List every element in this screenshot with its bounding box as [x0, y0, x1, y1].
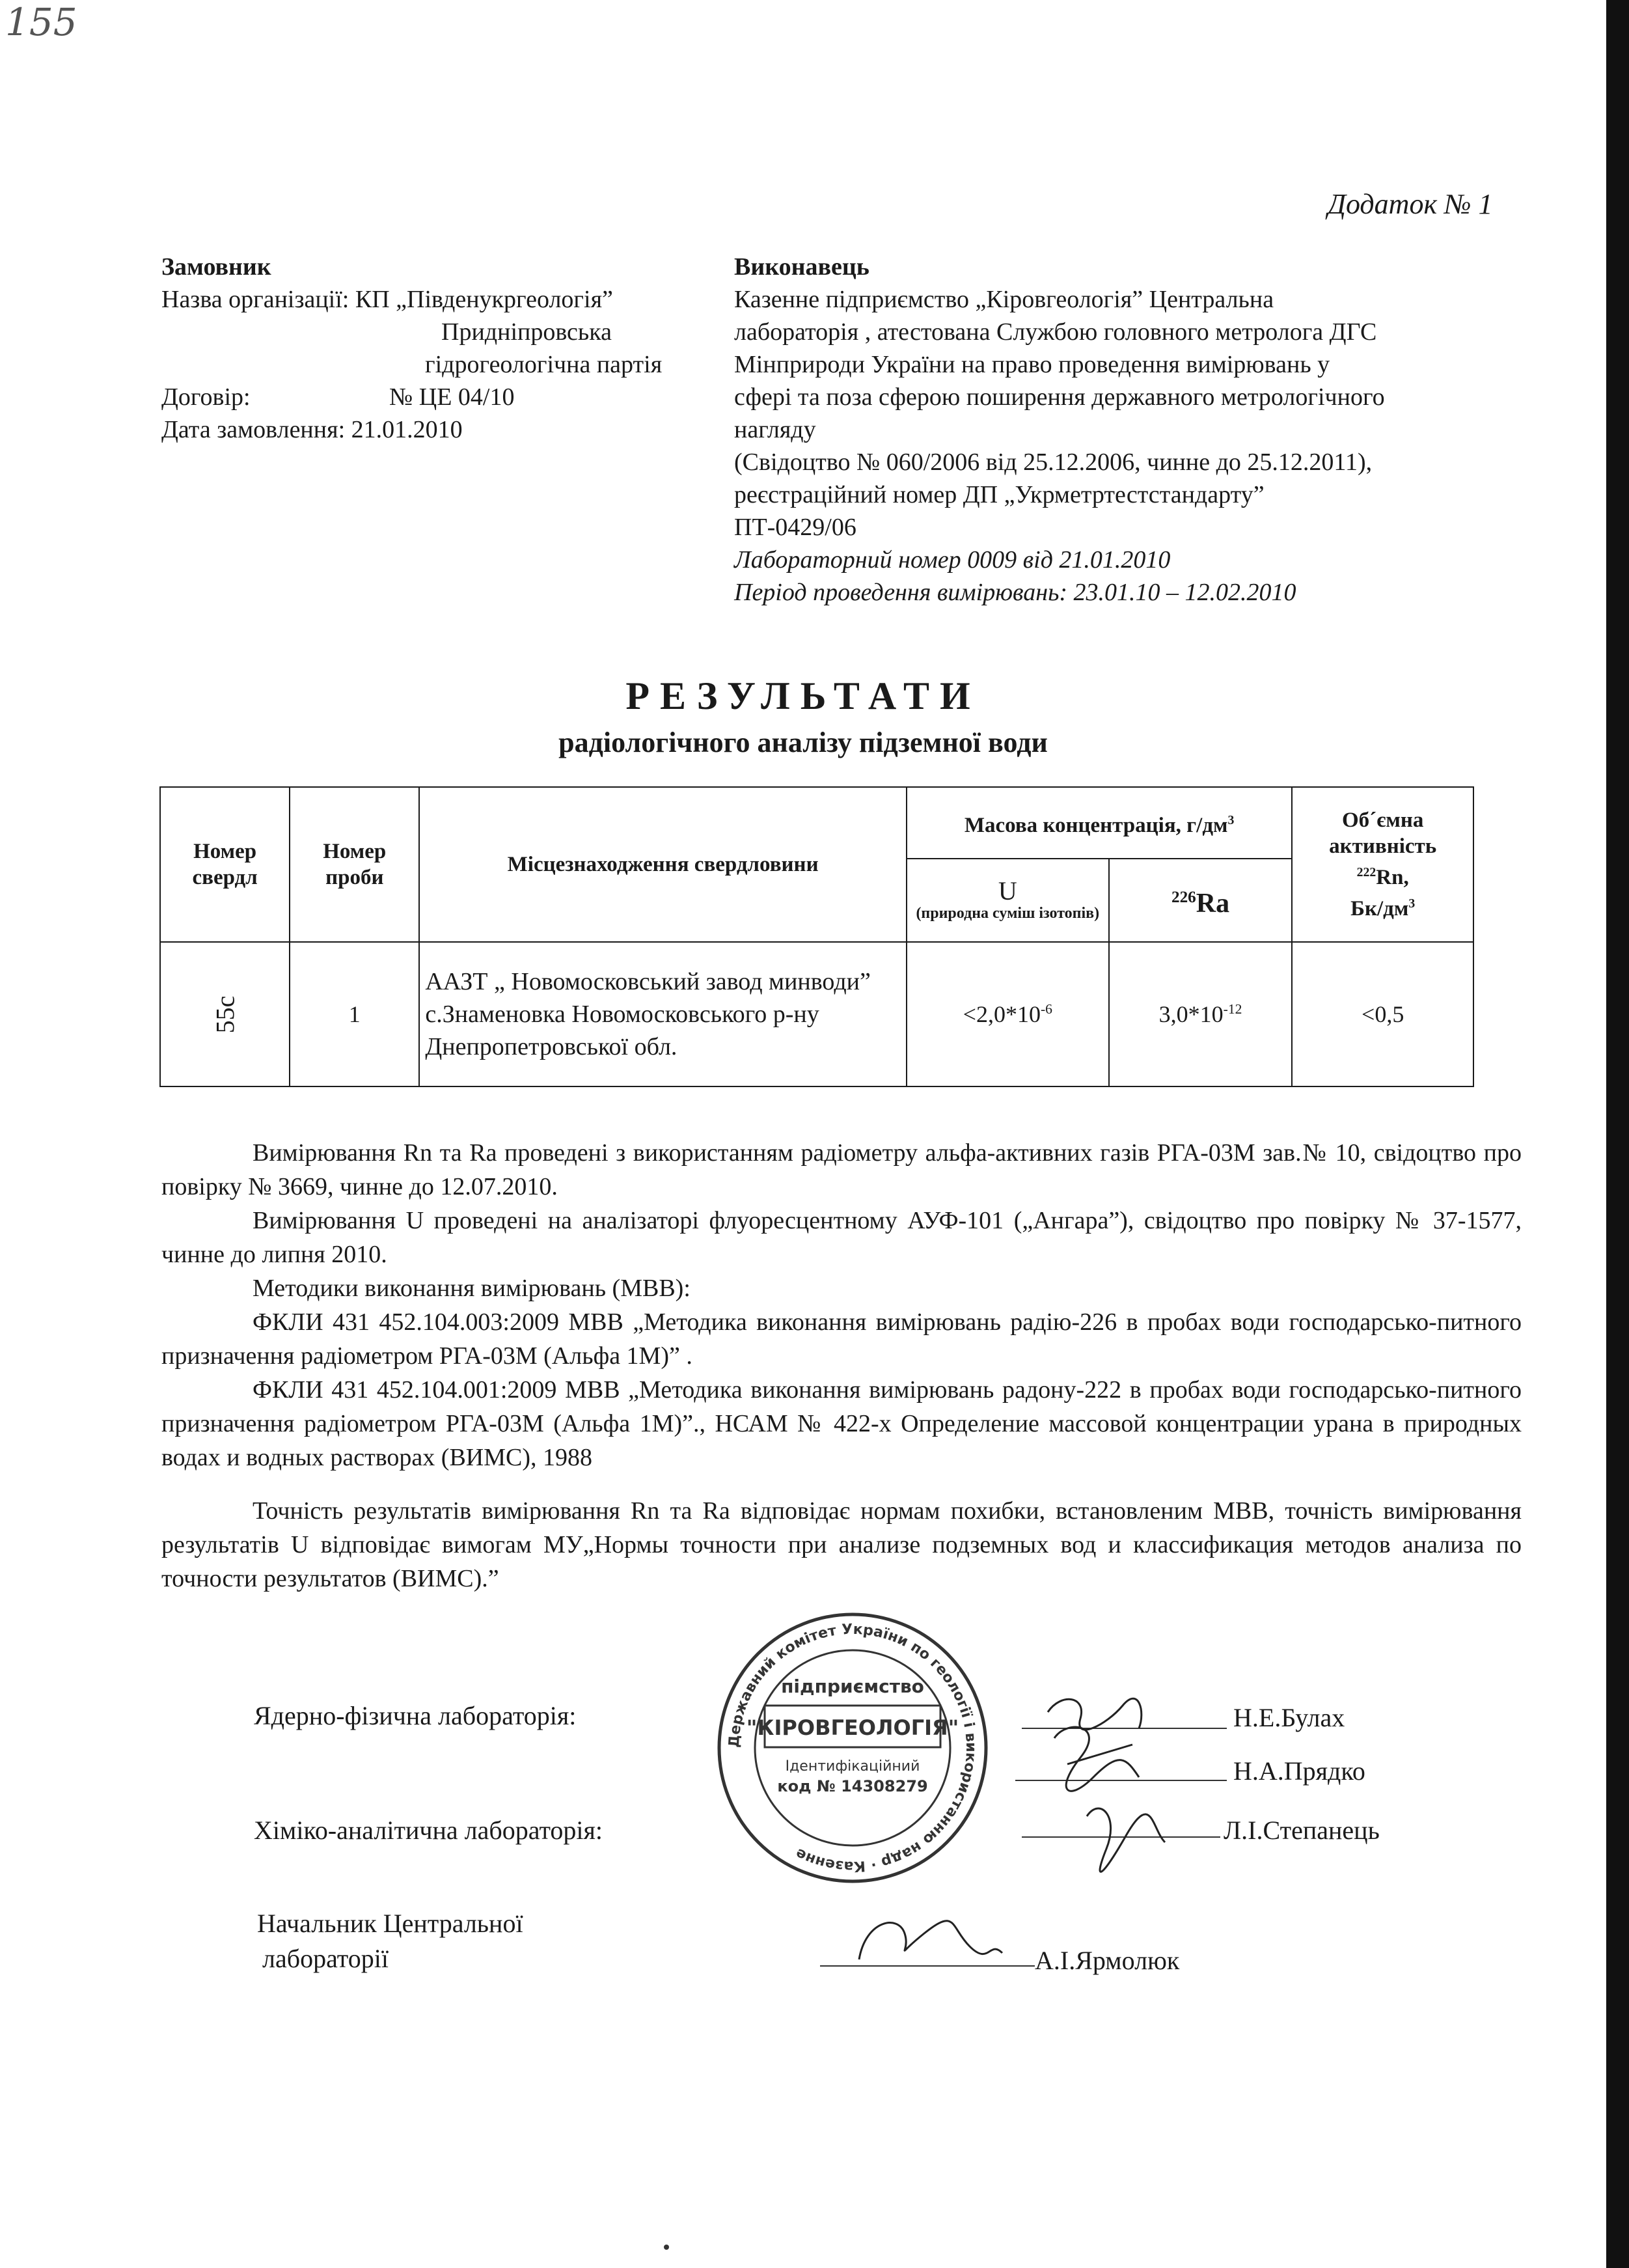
nuclear-lab-label: Ядерно-фізична лабораторія:	[254, 1701, 577, 1730]
paragraph: Методики виконання вимірювань (МВВ):	[253, 1275, 691, 1302]
signatures-drawing	[1009, 1666, 1230, 1979]
table-row	[160, 942, 1473, 1086]
document-title: РЕЗУЛЬТАТИ	[625, 674, 981, 717]
document-subtitle: радіологічного аналізу підземної води	[558, 726, 1048, 758]
header-sample: Номер проби	[290, 787, 419, 942]
paragraph: ФКЛИ 431 452.104.003:2009 МВВ „Методика виконання вимірювань радію-226 в пробах води господарсько-питного призначення радіометром РГА-03М (Альфа 1М)” .	[161, 1308, 1522, 1370]
cell-location: ААЗТ „ Новомосковський завод минводи” с.Знаменовка Новомосковського р-ну Днепропетровської обл.	[419, 942, 907, 1086]
org-line2: Придніпровська	[441, 318, 612, 346]
cell-u: $<2,0*10^{-6}$	[907, 942, 1109, 1086]
svg-text:підприємство: підприємство	[781, 1676, 924, 1697]
header-well: Номер свердл	[160, 787, 290, 942]
measurement-period: Період проведення вимірювань: 23.01.10 – 12.02.2010	[734, 579, 1296, 606]
executor-line: нагляду	[734, 416, 816, 443]
executor-line: реєстраційний номер ДП „Укрметртестстандарту”	[734, 481, 1265, 508]
cell-well: 55с	[160, 942, 290, 1086]
header-volume-activity: Об´ємна активність $^{222}$Rn, $Бк/дм^3$	[1292, 787, 1473, 942]
executor-heading: Виконавець	[734, 253, 869, 281]
executor-line: лабораторія , атестована Службою головного метролога ДГС	[734, 318, 1377, 346]
order-date: Дата замовлення: 21.01.2010	[161, 416, 463, 443]
customer-block	[161, 251, 721, 446]
header-mass-concentration: Масова концентрація, $г/дм^3$	[907, 787, 1292, 859]
head-signature-drawing	[820, 1907, 1041, 1979]
appendix-label: Додаток № 1	[1328, 188, 1493, 220]
paragraph: Точність результатів вимірювання Rn та Ra відповідає нормам похибки, встановленим МВВ, точність вимірювання результатів U відповідає вимогам МУ„Нормы точности при анализе подземных вод и классификация методов анализа по точности результатов (ВИМС).”	[161, 1497, 1522, 1592]
signatory-name: А.І.Ярмолюк	[1035, 1946, 1180, 1975]
contract-label: Договір:	[161, 383, 251, 411]
results-table	[159, 786, 1474, 1087]
chem-lab-label: Хіміко-аналітична лабораторія:	[254, 1816, 603, 1845]
paragraph: Вимірювання U проведені на аналізаторі флуоресцентному АУФ-101 („Ангара”), свідоцтво про повірку № 37-1577, чинне до липня 2010.	[161, 1207, 1522, 1268]
organization-stamp	[706, 1608, 999, 1888]
header-ra: $^{226}$Ra	[1109, 859, 1293, 942]
paragraph: ФКЛИ 431 452.104.001:2009 МВВ „Методика виконання вимірювань радону-222 в пробах води господарсько-питного призначення радіометром РГА-03М (Альфа 1М)”., НСАМ № 422-х Определение массовой концентрации урана в природных водах и водных растворах (ВИМС), 1988	[161, 1376, 1522, 1471]
paragraph: Вимірювання Rn та Ra проведені з використанням радіометру альфа-активних газів РГА-03М зав.№ 10, свідоцтво про повірку № 3669, чинне до 12.07.2010.	[161, 1139, 1522, 1200]
org-line3: гідрогеологічна партія	[425, 351, 663, 378]
cell-rn: <0,5	[1292, 942, 1473, 1086]
org-label: Назва організації:	[161, 286, 349, 313]
body-text	[161, 1136, 1522, 1596]
org-line1: КП „Південукргеологія”	[355, 286, 613, 313]
signatory-name: Л.І.Степанець	[1224, 1816, 1380, 1845]
svg-text:Ідентифікаційний: Ідентифікаційний	[785, 1758, 920, 1775]
signatory-name: Н.Е.Булах	[1233, 1703, 1345, 1732]
customer-heading: Замовник	[161, 253, 271, 281]
scan-edge	[1606, 0, 1629, 2268]
header-u: U (природна суміш ізотопів)	[907, 859, 1109, 942]
svg-text:Державний комітет України по г: Державний комітет України по геології і використанню надр · Казенне	[726, 1621, 979, 1875]
cell-sample: 1	[290, 942, 419, 1086]
executor-line: Мінприроди України на право проведення вимірювань у	[734, 351, 1330, 378]
svg-text:код № 14308279: код № 14308279	[777, 1777, 928, 1795]
header-location: Місцезнаходження свердловини	[419, 787, 907, 942]
scan-speck	[664, 2245, 669, 2250]
lab-number: Лабораторний номер 0009 від 21.01.2010	[734, 546, 1171, 574]
signatory-name: Н.А.Прядко	[1233, 1756, 1365, 1786]
executor-line: Казенне підприємство „Кіровгеологія” Центральна	[734, 286, 1274, 313]
page-number: 155	[5, 0, 77, 44]
head-label: Начальник Центральної лабораторії	[257, 1909, 523, 1973]
executor-line: (Свідоцтво № 060/2006 від 25.12.2006, чинне до 25.12.2011),	[734, 449, 1373, 476]
executor-line: ПТ-0429/06	[734, 514, 856, 541]
svg-text:"КІРОВГЕОЛОГІЯ": "КІРОВГЕОЛОГІЯ"	[746, 1715, 959, 1740]
executor-line: сфері та поза сферою поширення державного метрологічного	[734, 383, 1385, 411]
executor-block	[734, 251, 1522, 609]
contract-value: № ЦЕ 04/10	[389, 383, 515, 411]
cell-ra: $3,0*10^{-12}$	[1109, 942, 1293, 1086]
